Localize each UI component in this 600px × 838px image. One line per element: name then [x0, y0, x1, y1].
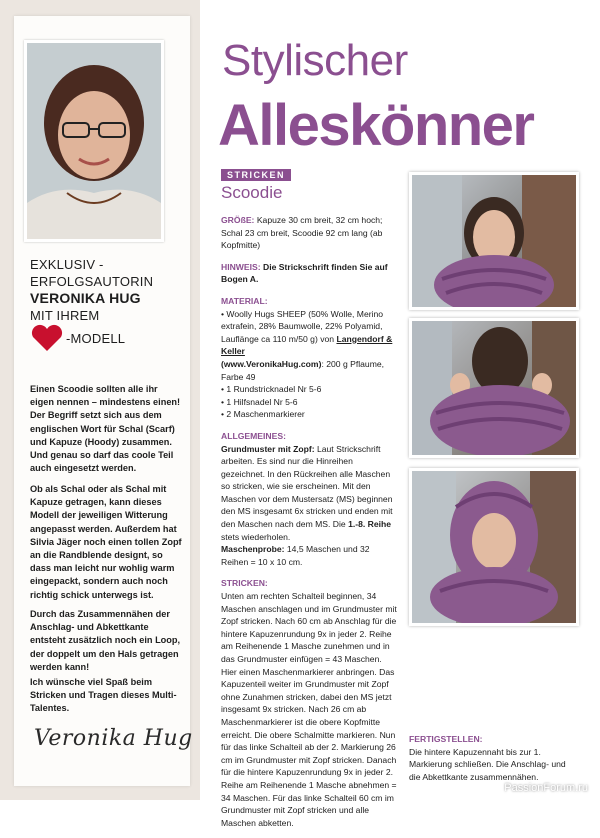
watermark: PassionForum.ru [504, 782, 588, 794]
sidebar-paragraph-4: Ich wünsche viel Spaß beim Stricken und Tragen dieses Multi-Talentes. [30, 677, 177, 714]
fertig-label: FERTIGSTELLEN: [409, 734, 483, 744]
section-allgemeines [221, 430, 397, 569]
material-line-2: • 1 Rundstricknadel Nr 5-6 [221, 384, 322, 395]
author-portrait-illustration [27, 43, 161, 239]
model-photo-1-illustration [412, 175, 576, 307]
author-portrait [24, 40, 164, 242]
promo-line-exklusiv: EXKLUSIV - [30, 257, 104, 272]
stricken-label: STRICKEN: [221, 578, 268, 589]
author-signature: Veronika Hug [34, 726, 193, 751]
material-line-4: • 2 Maschenmarkierer [221, 409, 305, 420]
maschenprobe-label: Maschenprobe: [221, 544, 285, 555]
stricken-text: Unten am rechten Schalteil beginnen, 34 Maschen anschlagen und im Grundmuster mit Zopf stricken. Nach 60 cm ab Anschlag für die hintere Kapuzenrundung 9x in jeder 2. Reihe am Reihenende 1 Masche zunehmen und in das Grundmuster einfügen = 43 Maschen. Hier einen Maschenmarkierer anbringen. Das Kapuzenteil weiter im Grundmuster mit Zopf ohne Zunahmen stricken, dabei den MS jetzt insgesamt 9x stricken. Nach 26 cm ab Maschenmarkierer ist die obere Kopfmitte erreicht. Die obere Schalmitte markieren. Nun für das linke Schalteil ab der 2. Markierung 26 cm im Grundmuster mit Zopf stricken. Danach für die hintere Kapuzenrundung 9x in jeder 2. Reihe am Reihenende 1 Masche abnehmen = 34 Maschen. Für das linke Schalteil 60 cm im Grundmuster mit Zopf stricken und alle Maschen abketten. [221, 591, 397, 828]
section-groesse [221, 214, 397, 252]
pattern-column-main [221, 214, 397, 838]
hinweis-text: Die Strickschrift finden Sie auf Bogen A. [221, 261, 388, 285]
promo-line-mit-ihrem: MIT IHREM [30, 308, 100, 323]
material-line-1: • Woolly Hugs SHEEP (50% Wolle, Merino extrafein, 28% Baumwolle, 22% Polyamid, Lauflänge ca 110 m/50 g) von [221, 308, 384, 344]
pattern-subtitle: Scoodie [221, 183, 283, 202]
hinweis-label: HINWEIS: [221, 261, 261, 272]
groesse-label: GRÖßE: [221, 215, 255, 225]
model-photo-2-illustration [412, 321, 576, 455]
sidebar-paragraph-2: Ob als Schal oder als Schal mit Kapuze getragen, kann dieses Modell der jeweiligen Witterung angepasst werden. Außerdem hat Silvia Jäger noch einen tollen Zopf an die Randblende designt, so dass man leicht nur wohlig warm eingepackt, sondern auch noch richtig schick unterwegs ist. [30, 484, 182, 600]
promo-author-name: VERONIKA HUG [30, 290, 141, 306]
material-amount: : 200 g Pflaume, Farbe 49 [221, 358, 385, 382]
allgemeines-label: ALLGEMEINES: [221, 430, 286, 441]
grundmuster-label: Grundmuster mit Zopf: [221, 443, 315, 454]
author-promo [30, 256, 190, 352]
heart-icon [30, 324, 64, 352]
grundmuster-end: stets wiederholen. [221, 531, 291, 542]
model-photo-3 [409, 468, 579, 626]
section-material [221, 295, 397, 421]
section-fertigstellen [409, 733, 577, 783]
model-photo-2 [409, 318, 579, 458]
model-photo-3-illustration [412, 471, 576, 623]
title-line-1: Stylischer [222, 36, 408, 85]
material-brand: Langendorf & Keller [221, 333, 393, 357]
material-label: MATERIAL: [221, 295, 268, 306]
model-photo-1 [409, 172, 579, 310]
groesse-text: Kapuze 30 cm breit, 32 cm hoch; Schal 23 cm breit, Scoodie 92 cm lang (ab Kopfmitte) [221, 215, 383, 251]
sidebar-paragraph-1: Einen Scoodie sollten alle ihr eigen nennen – mindestens einen! Der Begriff setzt sich aus dem englischen Wort für Schal (Scarf) und Kapuze (Hoody) zusammen. Und genau so darf das coole Teil auch eingesetzt werden. [30, 384, 181, 474]
material-url: (www.VeronikaHug.com) [221, 358, 322, 369]
section-hinweis [221, 261, 397, 286]
material-line-3: • 1 Hilfsnadel Nr 5-6 [221, 396, 298, 407]
sidebar-paragraph-3: Durch das Zusammennähen der Anschlag- und Abkettkante entsteht zusätzlich noch ein Loop, der doppelt um den Hals getragen werden kann! [30, 609, 181, 672]
grundmuster-rows: 1.-8. Reihe [348, 519, 392, 530]
title-line-2: Alleskönner [218, 93, 534, 158]
maschenprobe-text: 14,5 Maschen und 32 Reihen = 10 x 10 cm. [221, 544, 370, 567]
promo-line-modell: -MODELL [66, 330, 126, 346]
promo-heart-row [30, 324, 190, 352]
category-tag: STRICKEN [221, 169, 291, 181]
grundmuster-text: Laut Strickschrift arbeiten. Es sind nur die Hinreihen gezeichnet. In den Rückreihen alle Maschen so stricken, wie sie erscheinen. Mit den Maschen vor dem Mustersatz (MS) beginnen den MS insgesamt 6x stricken und enden mit den Maschen nach dem MS. Die [221, 443, 393, 530]
promo-line-erfolgsautorin: ERFOLGSAUTORIN [30, 274, 154, 289]
section-stricken [221, 577, 397, 829]
fertig-text: Die hintere Kapuzennaht bis zur 1. Markierung schließen. Die Anschlag- und die Abkettkante zusammennähen. [409, 746, 566, 782]
